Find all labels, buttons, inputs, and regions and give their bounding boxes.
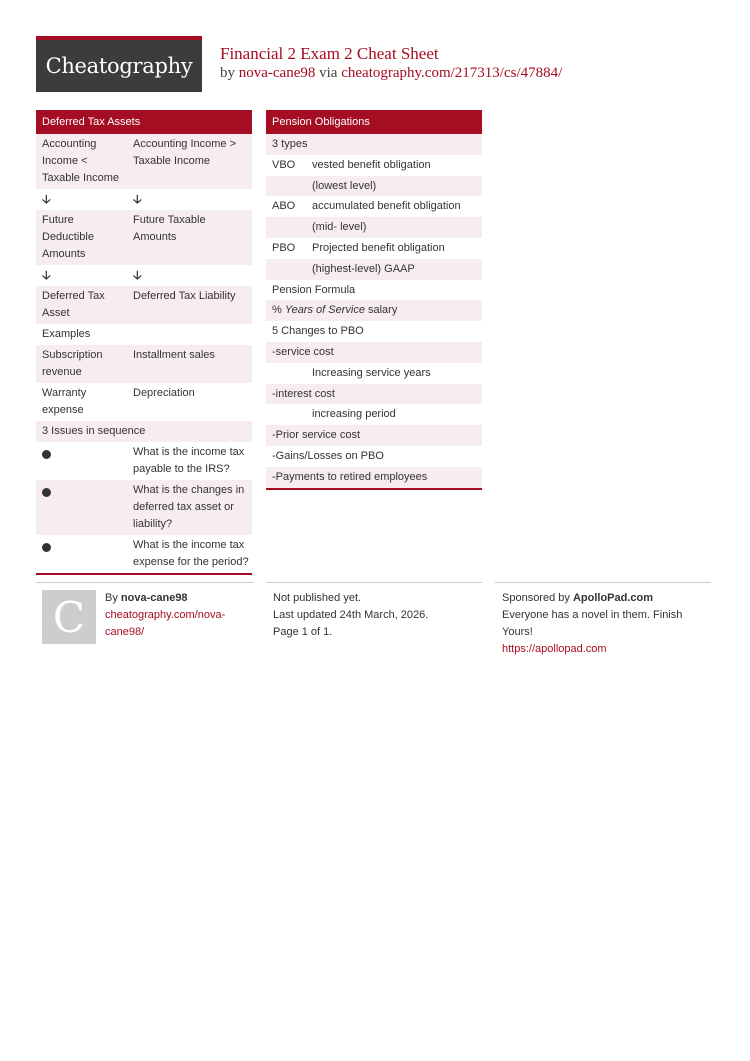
table-row (266, 384, 482, 405)
cell: (lowest level) (312, 179, 377, 192)
table-row (266, 217, 482, 238)
cell: Accounting Income < Taxable Income (42, 138, 120, 184)
cell: Future Taxable Amounts (133, 214, 206, 243)
cell: Future Deductible Amounts (42, 214, 94, 260)
down-arrow-icon: 🡣 (42, 192, 51, 206)
table-row (266, 467, 482, 488)
bullet-icon (42, 541, 128, 558)
cell: 3 types (272, 138, 308, 150)
table-row (36, 442, 252, 480)
cell: Deferred Tax Asset (42, 290, 105, 319)
table-row (266, 155, 482, 176)
section-heading: Deferred Tax Assets (36, 110, 252, 134)
cell: Depreciation (133, 387, 195, 399)
table-row (266, 176, 482, 197)
table-row (266, 446, 482, 467)
cell: Increasing service years (312, 366, 431, 379)
sponsor-info: Sponsored by ApolloPad.com Everyone has a novel in them. Finish Yours! https://apollopad.com (502, 590, 702, 658)
table-row (266, 238, 482, 259)
publish-info (273, 590, 483, 641)
deferred-tax-assets-section (36, 110, 252, 575)
cell: Deferred Tax Liability (133, 290, 236, 302)
author-name: nova-cane98 (120, 592, 188, 604)
down-arrow-icon: 🡣 (133, 192, 142, 206)
published-status: Not published yet. (273, 592, 362, 604)
author-link[interactable]: nova-cane98 (238, 65, 316, 81)
section-heading: Pension Obligations (266, 110, 482, 134)
cell: increasing period (312, 408, 396, 421)
cell: Accounting Income > Taxable Income (133, 138, 237, 167)
cell: Subscription revenue (42, 349, 103, 378)
page-title: Financial 2 Exam 2 Cheat Sheet (220, 44, 439, 63)
table-row (36, 265, 252, 286)
author-avatar[interactable]: C (42, 590, 96, 644)
cell: vested benefit obligation (312, 158, 431, 171)
cell: PBO (272, 241, 296, 254)
last-updated: Last updated 24th March, 2026. (273, 609, 429, 621)
table-row (266, 404, 482, 425)
pension-obligations-section (266, 110, 482, 490)
table-row (266, 425, 482, 446)
sheet-url-link[interactable]: cheatography.com/217313/cs/47884/ (341, 65, 563, 81)
bullet-icon (42, 448, 128, 465)
cheatography-logo[interactable] (36, 36, 202, 92)
table-row (266, 300, 482, 321)
table-row (36, 286, 252, 324)
cell: Projected benefit obligation (312, 241, 445, 254)
cell: (mid- level) (312, 221, 367, 234)
footer-divider (495, 582, 711, 583)
cell: % Years of Service salary (272, 304, 398, 317)
table-row (36, 345, 252, 383)
byline: by nova-cane98 via cheatography.com/217313/cs/47884/ (220, 65, 563, 81)
cell: 5 Changes to PBO (272, 325, 364, 338)
down-arrow-icon: 🡣 (42, 268, 51, 282)
cell: ABO (272, 200, 296, 213)
cell: (highest-level) GAAP (312, 262, 415, 275)
cell: -Prior service cost (272, 429, 361, 442)
table-row (266, 363, 482, 384)
cell: Warranty expense (42, 387, 87, 416)
cell: -Payments to retired employees (272, 470, 428, 483)
table-row (36, 134, 252, 189)
cell: -interest cost (272, 387, 335, 400)
table-row (36, 189, 252, 210)
cell: accumulated benefit obligation (312, 200, 461, 213)
footer-divider (266, 582, 482, 583)
table-row (36, 535, 252, 573)
page-count: Page 1 of 1. (273, 626, 333, 638)
sponsor-name: ApolloPad.com (572, 592, 654, 604)
cell: Installment sales (133, 349, 215, 361)
table-row (36, 480, 252, 535)
cell: VBO (272, 158, 296, 171)
cell: -Gains/Losses on PBO (272, 449, 384, 462)
table-row (266, 280, 482, 301)
table-row (266, 134, 482, 155)
table-row (36, 383, 252, 421)
cell: What is the income tax payable to the IRS? (133, 446, 245, 475)
table-row (36, 210, 252, 265)
bullet-icon (42, 486, 128, 503)
author-info: By nova-cane98 cheatography.com/nova-cane98/ (105, 590, 245, 641)
table-row (266, 321, 482, 342)
logo-text: Cheatography (45, 54, 193, 78)
down-arrow-icon: 🡣 (133, 268, 142, 282)
cell: -service cost (272, 345, 334, 358)
table-row (266, 196, 482, 217)
sponsor-link[interactable]: https://apollopad.com (502, 643, 607, 655)
sponsor-text: Everyone has a novel in them. Finish Yours! (502, 609, 683, 638)
footer-divider (36, 582, 254, 583)
author-profile-link[interactable]: cheatography.com/nova-cane98/ (105, 609, 226, 638)
table-row: 3 Issues in sequence (36, 421, 252, 442)
cell: What is the income tax expense for the period? (133, 539, 249, 568)
table-row: Examples (42, 328, 91, 340)
table-row (266, 259, 482, 280)
cell: What is the changes in deferred tax asset or liability? (133, 484, 245, 530)
cell: Pension Formula (272, 283, 356, 296)
table-row (266, 342, 482, 363)
